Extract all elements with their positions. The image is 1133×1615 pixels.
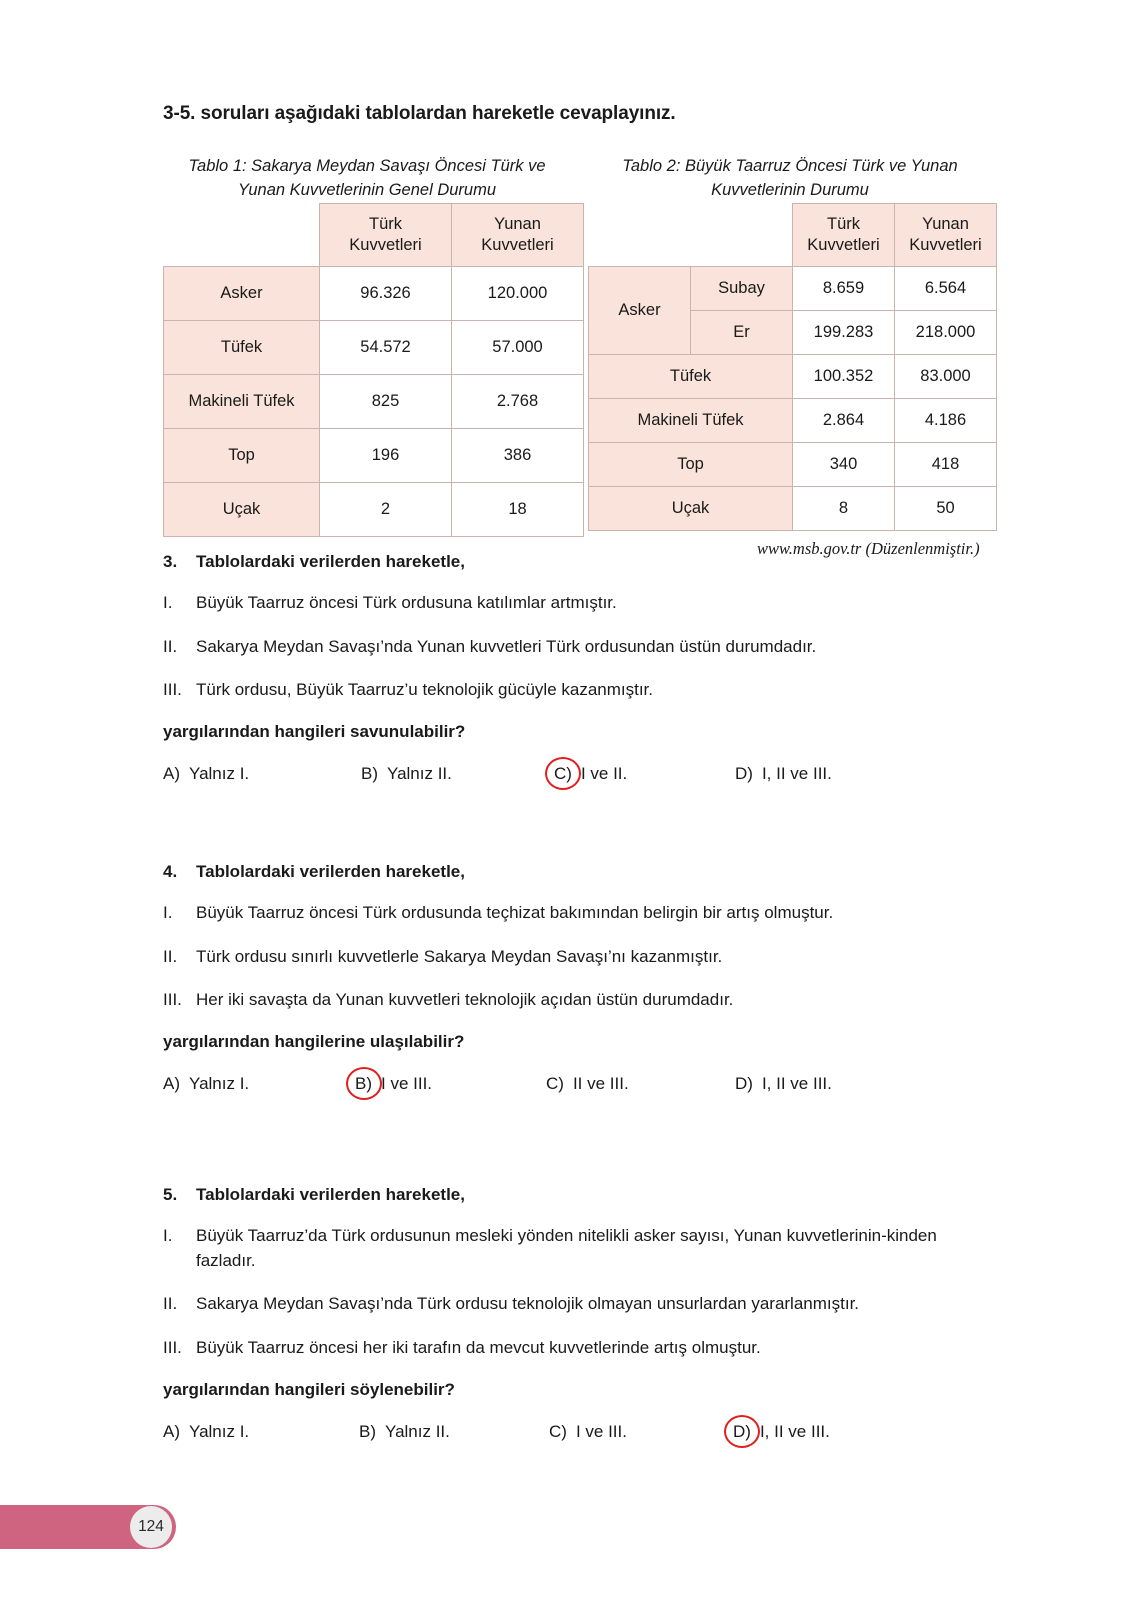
option-d[interactable] (735, 764, 832, 784)
item-text: Büyük Taarruz’da Türk ordusunun mesleki yönden nitelikli asker sayısı, Yunan kuvvetlerinin-kinden fazladır. (196, 1226, 937, 1270)
table2-row-label: Top (589, 443, 793, 487)
option-text: I, II ve III. (761, 763, 832, 783)
option-text: I ve II. (580, 763, 628, 783)
table1-corner-cell (164, 204, 320, 267)
option-letter-circled: D) (733, 1421, 751, 1441)
option-b[interactable] (359, 1422, 450, 1442)
table2-cell-yunan: 218.000 (895, 311, 997, 355)
table2-row-label: Er (691, 311, 793, 355)
item-label: II. (163, 636, 178, 656)
table-row (589, 443, 997, 487)
question-4-ask: yargılarından hangilerine ulaşılabilir? (163, 1031, 465, 1051)
table1-cell-yunan: 386 (452, 429, 584, 483)
option-letter: B) (359, 1421, 376, 1441)
table2-header-turk-line2: Kuvvetleri (807, 236, 880, 254)
option-text: Yalnız II. (387, 763, 452, 783)
question-4-number: 4. (163, 862, 178, 881)
table2-caption: Tablo 2: Büyük Taarruz Öncesi Türk ve Yunan Kuvvetlerinin Durumu (622, 157, 958, 199)
table1-header-yunan-line1: Yunan (494, 215, 541, 234)
item-label: I. (163, 593, 173, 612)
option-c[interactable] (546, 1074, 629, 1094)
question-5-item-2 (163, 1292, 983, 1317)
question-4-item-2 (163, 945, 983, 970)
option-d[interactable] (735, 1074, 832, 1094)
page-number-badge: 124 (130, 1506, 172, 1548)
question-3 (163, 552, 983, 794)
table-row (589, 487, 997, 531)
question-5-stem (163, 1185, 983, 1205)
question-4-stem-text: Tablolardaki verilerden hareketle, (196, 862, 465, 881)
table2-row-label: Tüfek (589, 355, 793, 399)
table1-cell-yunan: 57.000 (452, 321, 584, 375)
table2-cell-yunan: 83.000 (895, 355, 997, 399)
table1-row-label: Tüfek (164, 321, 320, 375)
item-label: I. (163, 1226, 173, 1245)
question-5 (163, 1185, 983, 1452)
item-text: Büyük Taarruz öncesi her iki tarafın da mevcut kuvvetlerinde artış olmuştur. (196, 1337, 761, 1357)
table1-header-turk-line2: Kuvvetleri (349, 236, 422, 254)
option-letter: B) (361, 763, 378, 783)
question-3-options (163, 764, 983, 794)
table2-cell-yunan: 6.564 (895, 267, 997, 311)
table1-row-label: Makineli Tüfek (164, 375, 320, 429)
table2-corner-cell-right (691, 204, 793, 267)
option-letter: A) (163, 1073, 180, 1093)
table-row (589, 267, 997, 311)
option-text: I, II ve III. (761, 1073, 832, 1093)
item-label: II. (163, 1294, 178, 1314)
option-c[interactable] (554, 764, 627, 784)
option-text: Yalnız I. (189, 1073, 250, 1093)
option-text: Yalnız II. (385, 1421, 450, 1441)
option-text: I ve III. (575, 1421, 627, 1441)
table2-cell-turk: 340 (793, 443, 895, 487)
question-4-item-3 (163, 988, 983, 1013)
option-a[interactable] (163, 764, 249, 784)
question-5-item-3 (163, 1336, 983, 1361)
page-intro-heading: 3-5. soruları aşağıdaki tablolardan hareketle cevaplayınız. (163, 103, 676, 124)
option-letter: A) (163, 763, 180, 783)
table1-caption: Tablo 1: Sakarya Meydan Savaşı Öncesi Türk ve Yunan Kuvvetlerinin Genel Durumu (188, 157, 546, 199)
table2-cell-yunan: 418 (895, 443, 997, 487)
table1-cell-yunan: 18 (452, 483, 584, 537)
question-3-item-1 (163, 591, 983, 616)
question-3-ask: yargılarından hangileri savunulabilir? (163, 721, 466, 741)
option-a[interactable] (163, 1074, 249, 1094)
item-text: Büyük Taarruz öncesi Türk ordusunda teçhizat bakımından belirgin bir artış olmuştur. (196, 903, 834, 922)
table1-cell-yunan: 120.000 (452, 267, 584, 321)
option-letter-circled: B) (355, 1073, 372, 1093)
option-c[interactable] (549, 1422, 627, 1442)
table2-header-yunan-line1: Yunan (922, 215, 969, 234)
question-5-item-1 (163, 1224, 983, 1273)
table2-row-label: Makineli Tüfek (589, 399, 793, 443)
table1-cell-turk: 54.572 (320, 321, 452, 375)
table1-row-label: Top (164, 429, 320, 483)
item-label: II. (163, 946, 178, 966)
table2-header-yunan (895, 204, 997, 267)
item-label: III. (163, 1337, 182, 1357)
item-text: Sakarya Meydan Savaşı’nda Türk ordusu teknolojik olmayan unsurlardan yararlanmıştır. (196, 1294, 860, 1314)
question-5-ask: yargılarından hangileri söylenebilir? (163, 1379, 455, 1399)
option-text: Yalnız I. (189, 763, 250, 783)
option-text: II ve III. (572, 1073, 629, 1093)
option-letter: D) (735, 1073, 753, 1093)
question-3-stem-text: Tablolardaki verilerden hareketle, (196, 552, 465, 571)
table2-corner-cell-left (589, 204, 691, 267)
table-row (589, 355, 997, 399)
table-row (164, 375, 584, 429)
option-b[interactable] (361, 764, 452, 784)
table2-header-turk (793, 204, 895, 267)
question-5-stem-text: Tablolardaki verilerden hareketle, (196, 1185, 465, 1204)
table2-row-label: Subay (691, 267, 793, 311)
option-letter: D) (735, 763, 753, 783)
option-text: Yalnız I. (189, 1421, 250, 1441)
table-header-row (164, 204, 584, 267)
table1-cell-turk: 196 (320, 429, 452, 483)
item-text: Sakarya Meydan Savaşı’nda Yunan kuvvetleri Türk ordusundan üstün durumdadır. (196, 636, 817, 656)
table1-header-turk-line1: Türk (369, 215, 402, 234)
option-letter: A) (163, 1421, 180, 1441)
table2-cell-turk: 100.352 (793, 355, 895, 399)
table2-row-label: Uçak (589, 487, 793, 531)
question-4-stem (163, 862, 983, 882)
table-row (164, 483, 584, 537)
table2-cell-turk: 2.864 (793, 399, 895, 443)
table2-header-yunan-line2: Kuvvetleri (909, 236, 982, 254)
question-4-options (163, 1074, 983, 1104)
table-row (164, 267, 584, 321)
table1-cell-turk: 825 (320, 375, 452, 429)
table-row (589, 399, 997, 443)
table1-header-yunan-line2: Kuvvetleri (481, 236, 554, 254)
table1-row-label: Uçak (164, 483, 320, 537)
question-3-number: 3. (163, 552, 178, 571)
question-3-item-3 (163, 678, 983, 703)
table1-cell-turk: 2 (320, 483, 452, 537)
table-sakarya-forces (163, 203, 584, 537)
question-4-item-1 (163, 901, 983, 926)
table1-header-turk (320, 204, 452, 267)
item-label: III. (163, 990, 182, 1010)
question-3-stem (163, 552, 983, 572)
option-letter-circled: C) (554, 763, 572, 783)
option-letter: C) (549, 1421, 567, 1441)
table-row (164, 321, 584, 375)
option-text: I ve III. (381, 1073, 433, 1093)
question-3-item-2 (163, 635, 983, 660)
table2-cell-yunan: 4.186 (895, 399, 997, 443)
option-text: I, II ve III. (759, 1421, 830, 1441)
item-label: III. (163, 680, 182, 700)
table2-group-label-asker: Asker (589, 267, 691, 355)
question-5-options (163, 1422, 983, 1452)
item-text: Türk ordusu sınırlı kuvvetlerle Sakarya Meydan Savaşı’nı kazanmıştır. (196, 946, 723, 966)
table2-cell-turk: 8.659 (793, 267, 895, 311)
option-d[interactable] (733, 1422, 830, 1442)
option-a[interactable] (163, 1422, 249, 1442)
table1-cell-yunan: 2.768 (452, 375, 584, 429)
item-text: Türk ordusu, Büyük Taarruz’u teknolojik gücüyle kazanmıştır. (196, 680, 654, 700)
table1-header-yunan (452, 204, 584, 267)
question-4 (163, 862, 983, 1104)
table2-cell-yunan: 50 (895, 487, 997, 531)
item-text: Her iki savaşta da Yunan kuvvetleri teknolojik açıdan üstün durumdadır. (196, 990, 734, 1010)
option-letter: C) (546, 1073, 564, 1093)
table-buyuk-taarruz-forces (588, 203, 997, 531)
item-text: Büyük Taarruz öncesi Türk ordusuna katılımlar artmıştır. (196, 593, 617, 612)
item-label: I. (163, 903, 173, 922)
table-row (164, 429, 584, 483)
table1-cell-turk: 96.326 (320, 267, 452, 321)
table2-header-turk-line1: Türk (827, 215, 860, 234)
question-5-number: 5. (163, 1185, 178, 1204)
table1-row-label: Asker (164, 267, 320, 321)
option-b[interactable] (355, 1074, 432, 1094)
table-header-row (589, 204, 997, 267)
table2-cell-turk: 8 (793, 487, 895, 531)
table2-cell-turk: 199.283 (793, 311, 895, 355)
source-citation: www.msb.gov.tr (Düzenlenmiştir.) (757, 539, 980, 558)
